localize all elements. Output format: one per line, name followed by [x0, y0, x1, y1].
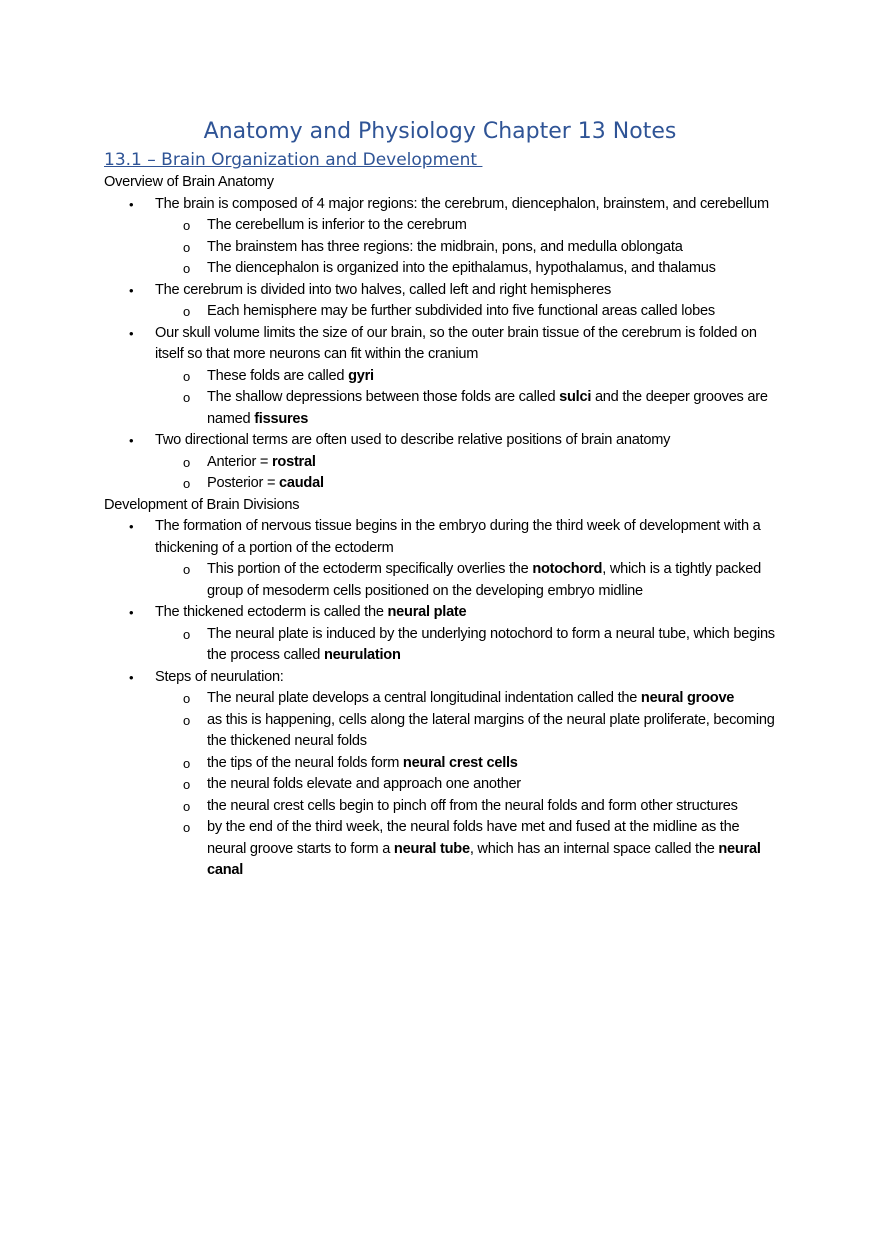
item-text: These folds are called [207, 367, 349, 384]
sub-bullet-item [104, 796, 776, 818]
sub-bullet-item [104, 215, 776, 237]
document-body [104, 172, 776, 882]
circle-bullet-icon: o [183, 562, 190, 577]
bullet-item [104, 280, 776, 302]
bullet-icon: • [129, 196, 134, 212]
circle-bullet-icon: o [183, 755, 190, 771]
sub-bullet-item [104, 452, 776, 474]
circle-bullet-icon: o [183, 218, 190, 233]
circle-bullet-icon: o [183, 798, 190, 814]
item-text: The shallow depressions between those folds are called [207, 389, 560, 405]
circle-bullet-icon: o [183, 712, 190, 728]
item-text: , which has an internal space called the [469, 840, 719, 857]
sub-bullet-item [104, 710, 776, 753]
circle-bullet-icon: o [183, 777, 190, 792]
item-text: The neural plate is induced by the underlying notochord to form a neural tube, which begins the process called [207, 625, 775, 663]
subsection-heading: Development of Brain Divisions [104, 496, 300, 513]
sub-bullet-item [104, 301, 776, 323]
bold-term: neural groove [640, 690, 735, 706]
circle-bullet-icon: o [183, 820, 190, 835]
sub-bullet-item [104, 559, 776, 602]
item-text: The diencephalon is organized into the epithalamus, hypothalamus, and thalamus [207, 260, 716, 276]
item-text: The brainstem has three regions: the midbrain, pons, and medulla oblongata [207, 238, 683, 255]
bold-term: sulci [559, 389, 592, 405]
document-title: Anatomy and Physiology Chapter 13 Notes [203, 119, 677, 144]
bullet-icon: • [129, 325, 134, 341]
circle-bullet-icon: o [183, 239, 190, 255]
bold-term: fissures [254, 410, 309, 427]
bold-term: neural tube [393, 840, 470, 857]
bullet-item [104, 602, 776, 624]
item-text: and the deeper grooves are named [207, 389, 768, 427]
bullet-icon: • [129, 519, 134, 534]
item-text: The cerebellum is inferior to the cerebrum [207, 217, 467, 233]
bold-term: caudal [279, 475, 324, 491]
circle-bullet-icon: o [183, 476, 190, 491]
item-text: The thickened ectoderm is called the [155, 604, 388, 620]
item-text: as this is happening, cells along the lateral margins of the neural plate proliferate, becoming the thickened neural folds [207, 711, 775, 749]
sub-bullet-item [104, 753, 776, 775]
bold-term: neurulation [323, 647, 401, 663]
item-text: The neural plate develops a central longitudinal indentation called the [207, 690, 641, 706]
bullet-icon: • [129, 605, 134, 620]
bold-term: rostral [271, 453, 316, 470]
sub-bullet-item [104, 366, 776, 388]
circle-bullet-icon: o [183, 304, 190, 319]
circle-bullet-icon: o [183, 368, 190, 384]
bold-term: neural canal [207, 840, 761, 878]
item-text: The cerebrum is divided into two halves, called left and right hemispheres [155, 281, 612, 298]
bullet-item [104, 667, 776, 689]
sub-bullet-item [104, 688, 776, 710]
item-text: , which is a tightly packed group of mesoderm cells positioned on the developing embryo midline [207, 561, 761, 599]
bold-term: neural plate [387, 604, 467, 620]
bold-term: notochord [532, 561, 603, 577]
item-text: by the end of the third week, the neural folds have met and fused at the midline as the neural groove starts to form a [207, 819, 740, 857]
item-text: Our skull volume limits the size of our brain, so the outer brain tissue of the cerebrum is folded on itself so that more neurons can fit within the cranium [155, 324, 757, 362]
item-text: Steps of neurulation: [155, 668, 284, 685]
bullet-icon: • [129, 669, 134, 685]
circle-bullet-icon: o [183, 454, 190, 470]
subsection-heading: Overview of Brain Anatomy [104, 174, 274, 190]
item-text: Anterior = [207, 453, 272, 470]
circle-bullet-icon: o [183, 626, 190, 642]
item-text: the neural folds elevate and approach one another [207, 776, 521, 792]
bullet-item [104, 430, 776, 452]
item-text: Each hemisphere may be further subdivided into five functional areas called lobes [207, 303, 715, 319]
circle-bullet-icon: o [183, 390, 190, 405]
sub-bullet-item [104, 237, 776, 259]
sub-bullet-item [104, 817, 776, 882]
item-text: Two directional terms are often used to describe relative positions of brain anatomy [155, 432, 671, 448]
circle-bullet-icon: o [183, 691, 190, 706]
sub-bullet-item [104, 258, 776, 280]
item-text: This portion of the ectoderm specifically overlies the [207, 561, 533, 577]
item-text: the tips of the neural folds form [207, 754, 403, 771]
sub-bullet-item [104, 387, 776, 430]
bullet-item [104, 516, 776, 559]
bullet-item [104, 323, 776, 366]
bold-term: neural crest cells [402, 754, 518, 771]
sub-bullet-item [104, 624, 776, 667]
sub-bullet-item [104, 473, 776, 495]
item-text: The formation of nervous tissue begins in the embryo during the third week of development with a thickening of a portion of the ectoderm [155, 518, 761, 556]
item-text: The brain is composed of 4 major regions: the cerebrum, diencephalon, brainstem, and cerebellum [155, 195, 769, 212]
bullet-icon: • [129, 282, 134, 298]
bold-term: gyri [348, 367, 374, 384]
circle-bullet-icon: o [183, 261, 190, 276]
bullet-icon: • [129, 433, 134, 448]
sub-bullet-item [104, 774, 776, 796]
item-text: the neural crest cells begin to pinch off from the neural folds and form other structures [207, 797, 738, 814]
bullet-item [104, 194, 776, 216]
section-heading: 13.1 – Brain Organization and Development [104, 150, 483, 170]
item-text: Posterior = [207, 475, 280, 491]
